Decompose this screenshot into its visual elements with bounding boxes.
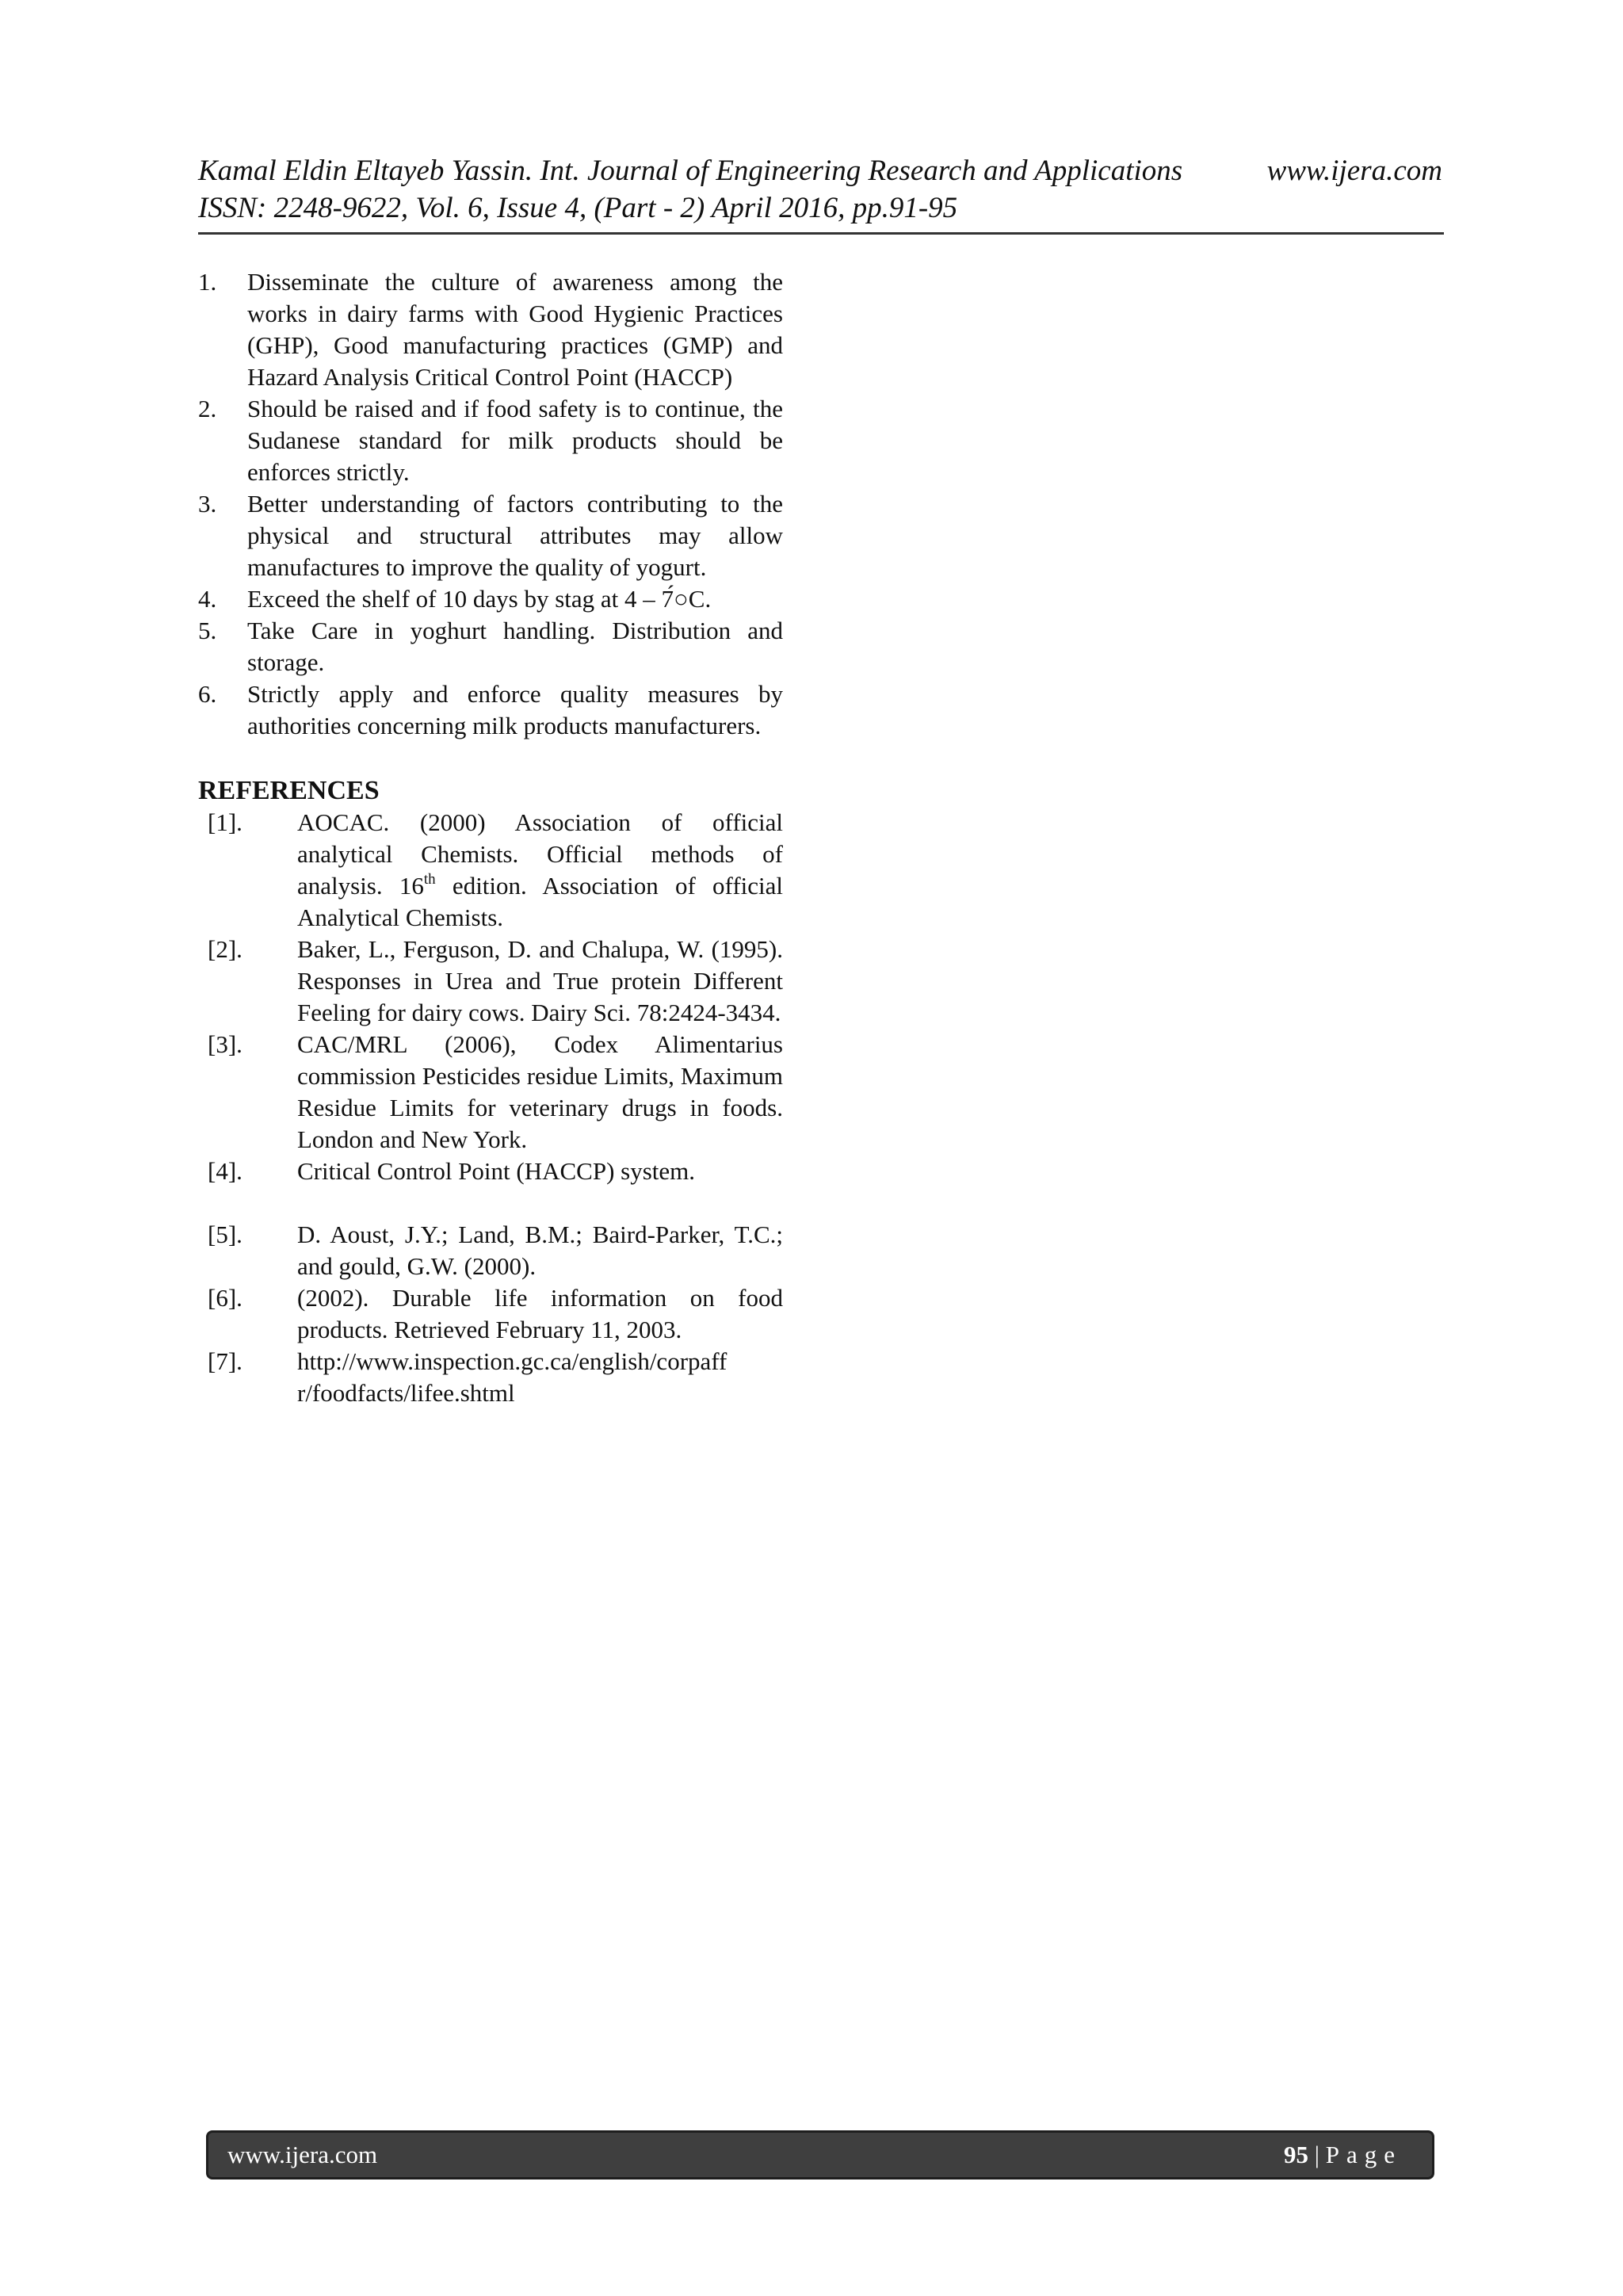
references-list: [198, 807, 783, 1409]
blank-line: [198, 1187, 783, 1219]
reference-number: [1].: [208, 808, 242, 836]
reference-text: [297, 807, 783, 934]
header-divider: [198, 232, 1444, 235]
list-item-text: Take Care in yoghurt handling. Distribution and storage.: [247, 617, 783, 676]
footer-separator: |: [1308, 2141, 1326, 2168]
reference-text-part: edition. Association of official Analytical Chemists.: [297, 872, 783, 931]
list-item: [198, 678, 783, 742]
list-item-number: 2.: [198, 395, 217, 422]
list-item-text: Should be raised and if food safety is to continue, the Sudanese standard for milk products should be enforces strictly.: [247, 395, 783, 486]
list-item: [198, 393, 783, 488]
list-item-text: Disseminate the culture of awareness among the works in dairy farms with Good Hygienic Practices (GHP), Good manufacturing practices (GMP) and Hazard Analysis Critical Control Point (HACCP): [247, 268, 783, 391]
page-body-left-column: [198, 266, 783, 1409]
reference-number: [7].: [208, 1347, 242, 1375]
list-item: [198, 488, 783, 583]
list-item: [198, 615, 783, 678]
reference-url-line: r/foodfacts/lifee.shtml: [297, 1379, 515, 1407]
page-label: Page: [1325, 2141, 1402, 2168]
reference-number: [2].: [208, 935, 242, 963]
reference-text: Baker, L., Ferguson, D. and Chalupa, W. (1995). Responses in Urea and True protein Different Feeling for dairy cows. Dairy Sci. 78:2424-3434.: [297, 935, 783, 1026]
reference-url-line: http://www.inspection.gc.ca/english/corpaff: [297, 1347, 727, 1375]
reference-item: [198, 807, 783, 934]
reference-item: [198, 1029, 783, 1156]
list-item-text: Strictly apply and enforce quality measures by authorities concerning milk products manufacturers.: [247, 680, 783, 739]
reference-item: [198, 1346, 783, 1409]
reference-text: D. Aoust, J.Y.; Land, B.M.; Baird-Parker, T.C.; and gould, G.W. (2000).: [297, 1221, 783, 1280]
reference-number: [5].: [208, 1221, 242, 1248]
running-header: [198, 152, 1442, 227]
reference-item: [198, 1282, 783, 1346]
reference-text: Critical Control Point (HACCP) system.: [297, 1157, 696, 1185]
header-citation: Kamal Eldin Eltayeb Yassin. Int. Journal of Engineering Research and Applications: [198, 155, 1183, 187]
reference-item: [198, 1219, 783, 1282]
header-website: www.ijera.com: [1266, 155, 1442, 187]
list-item-number: 4.: [198, 585, 217, 613]
reference-item: [198, 934, 783, 1029]
list-item-text: Exceed the shelf of 10 days by stag at 4 – 7́○C.: [247, 585, 712, 613]
list-item-number: 5.: [198, 617, 217, 644]
header-issn: ISSN: 2248-9622, Vol. 6, Issue 4, (Part - 2) April 2016, pp.91-95: [198, 192, 958, 224]
list-item: [198, 266, 783, 393]
reference-text: CAC/MRL (2006), Codex Alimentarius commission Pesticides residue Limits, Maximum Residue Limits for veterinary drugs in foods. London and New York.: [297, 1030, 783, 1153]
reference-text-part: AOCAC. (2000) Association of official analytical Chemists. Official methods of analysis. 16: [297, 808, 783, 900]
reference-url[interactable]: [297, 1346, 783, 1409]
recommendations-list: [198, 266, 783, 742]
reference-number: [4].: [208, 1157, 242, 1185]
header-line-1: [198, 152, 1442, 189]
list-item: [198, 583, 783, 615]
list-item-number: 6.: [198, 680, 217, 708]
references-heading: REFERENCES: [198, 776, 380, 805]
reference-number: [6].: [208, 1284, 242, 1312]
footer-pagination: [1284, 2141, 1402, 2169]
reference-number: [3].: [208, 1030, 242, 1058]
footer-website: www.ijera.com: [227, 2141, 378, 2168]
list-item-text: Better understanding of factors contributing to the physical and structural attributes may allow manufactures to improve the quality of yogurt.: [247, 490, 783, 581]
reference-text: (2002). Durable life information on food products. Retrieved February 11, 2003.: [297, 1284, 783, 1343]
page-number: 95: [1284, 2141, 1309, 2168]
list-item-number: 1.: [198, 268, 217, 296]
reference-item: [198, 1156, 783, 1187]
list-item-number: 3.: [198, 490, 217, 518]
page-footer: [206, 2130, 1434, 2179]
ordinal-superscript: th: [423, 871, 436, 888]
header-line-2: [198, 189, 1442, 227]
